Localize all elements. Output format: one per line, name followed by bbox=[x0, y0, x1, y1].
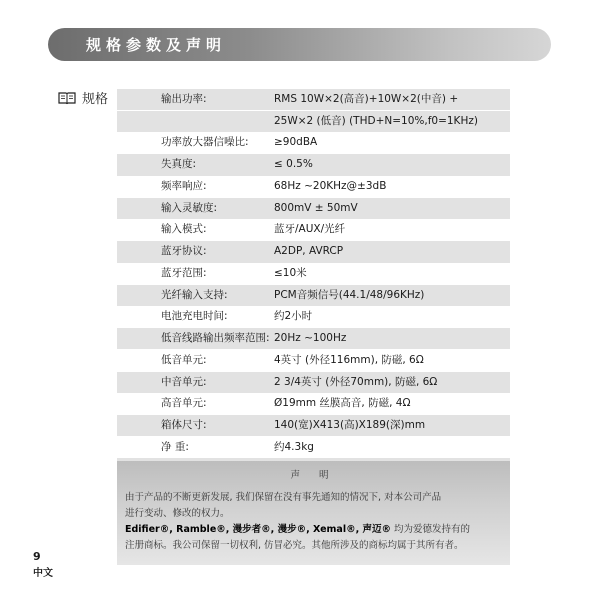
spec-row bbox=[117, 176, 510, 197]
spec-label: 蓝牙范围: bbox=[161, 266, 207, 279]
spec-value: ≤ 0.5% bbox=[274, 158, 313, 171]
spec-row bbox=[117, 89, 510, 110]
spec-label: 蓝牙协议: bbox=[161, 245, 207, 258]
specs-table bbox=[117, 89, 510, 480]
spec-label: 净 重: bbox=[161, 440, 189, 453]
spec-value: Ø19mm 丝膜高音, 防磁, 4Ω bbox=[274, 397, 411, 410]
spec-label: 频率响应: bbox=[161, 179, 207, 192]
spec-row bbox=[117, 437, 510, 458]
specs-section-label bbox=[58, 88, 108, 107]
page-language: 中文 bbox=[33, 568, 53, 579]
spec-label: 输入模式: bbox=[161, 223, 207, 236]
spec-value: 4英寸 (外径116mm), 防磁, 6Ω bbox=[274, 353, 424, 366]
spec-label: 电池充电时间: bbox=[161, 310, 228, 323]
spec-value: ≤10米 bbox=[274, 266, 307, 279]
notice-box bbox=[117, 461, 510, 565]
spec-row bbox=[117, 263, 510, 284]
spec-value: 800mV ± 50mV bbox=[274, 201, 358, 214]
spec-value: 25W×2 (低音) (THD+N=10%,f0=1KHz) bbox=[274, 114, 478, 127]
spec-value: 68Hz ~20KHz@±3dB bbox=[274, 179, 387, 192]
spec-row bbox=[117, 415, 510, 436]
spec-value: 140(宽)X413(高)X189(深)mm bbox=[274, 419, 426, 432]
specs-section-title: 规格 bbox=[82, 92, 109, 107]
spec-row bbox=[117, 241, 510, 262]
spec-value: A2DP, AVRCP bbox=[274, 245, 344, 258]
spec-value: RMS 10W×2(高音)+10W×2(中音) + bbox=[274, 93, 459, 105]
spec-row bbox=[117, 285, 510, 306]
section-header-title: 规格参数及声明 bbox=[86, 36, 227, 54]
spec-value: 20Hz ~100Hz bbox=[274, 332, 347, 345]
spec-value: 蓝牙/AUX/光纤 bbox=[274, 223, 346, 236]
spec-value: ≥90dBA bbox=[274, 136, 318, 149]
spec-label: 输入灵敏度: bbox=[161, 201, 218, 214]
spec-label: 低音线路输出频率范围: bbox=[161, 332, 270, 345]
spec-row bbox=[117, 198, 510, 219]
spec-value: 约4.3kg bbox=[274, 440, 314, 453]
spec-row bbox=[117, 350, 510, 371]
notice-text-line-2: 进行变动、修改的权力。 bbox=[125, 508, 230, 519]
open-book-icon bbox=[58, 91, 76, 105]
spec-row bbox=[117, 111, 510, 132]
notice-text-line-4: 注册商标。我公司保留一切权利, 仿冒必究。其他所涉及的商标均属于其所有者。 bbox=[125, 540, 464, 551]
trademark-list: Edifier®, Ramble®, 漫步者®, 漫步®, Xemal®, 声迈® bbox=[125, 524, 392, 535]
spec-label: 功率放大器信噪比: bbox=[161, 136, 249, 149]
spec-label: 低音单元: bbox=[161, 353, 207, 366]
trademark-owner-text: 均为爱德发持有的 bbox=[391, 524, 471, 535]
notice-text-line-3 bbox=[125, 521, 470, 535]
section-header-bar bbox=[48, 28, 551, 61]
spec-row bbox=[117, 372, 510, 393]
spec-label: 输出功率: bbox=[161, 93, 207, 105]
spec-row bbox=[117, 328, 510, 349]
spec-label: 箱体尺寸: bbox=[161, 419, 207, 432]
notice-text-line-1: 由于产品的不断更新发展, 我们保留在没有事先通知的情况下, 对本公司产品 bbox=[125, 492, 442, 503]
spec-row bbox=[117, 132, 510, 153]
spec-row bbox=[117, 154, 510, 175]
spec-row bbox=[117, 393, 510, 414]
spec-label: 高音单元: bbox=[161, 397, 207, 410]
page-number: 9 bbox=[33, 550, 41, 563]
spec-label: 失真度: bbox=[161, 158, 197, 171]
spec-row bbox=[117, 306, 510, 327]
spec-label: 光纤输入支持: bbox=[161, 288, 228, 301]
spec-label: 中音单元: bbox=[161, 375, 207, 388]
spec-row bbox=[117, 219, 510, 240]
spec-value: PCM音频信号(44.1/48/96KHz) bbox=[274, 288, 425, 301]
spec-value: 约2小时 bbox=[274, 310, 313, 323]
notice-title: 声 明 bbox=[290, 470, 337, 481]
spec-value: 2 3/4英寸 (外径70mm), 防磁, 6Ω bbox=[274, 375, 438, 388]
